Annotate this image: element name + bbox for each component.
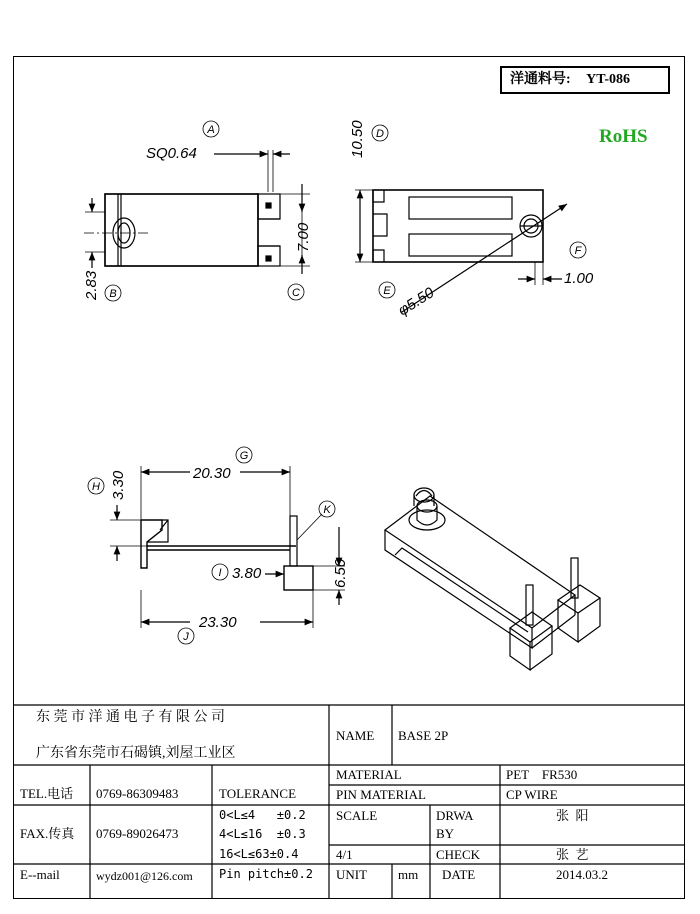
scale-value: 4/1 — [336, 847, 353, 862]
date-label: DATE — [442, 867, 476, 882]
dim-3-80: 3.80 — [232, 565, 262, 582]
company-address: 广东省东莞市石碣镇,刘屋工业区 — [36, 746, 236, 761]
unit-value: mm — [398, 867, 419, 882]
pin-material-value: CP WIRE — [506, 787, 558, 802]
dim-7-00: 7.00 — [295, 222, 312, 252]
tel-label: TEL.电话 — [20, 786, 74, 801]
part-number: YT-086 — [586, 72, 630, 87]
dim-phi-5-50: φ5.50 — [395, 284, 438, 320]
pin-material-label: PIN MATERIAL — [336, 787, 426, 802]
tolerance-row-2: 4<L≤16 ±0.3 — [219, 827, 306, 841]
dim-20-30: 20.30 — [193, 465, 231, 482]
checker-name: 张 艺 — [556, 847, 589, 862]
top-view — [84, 150, 310, 274]
material-label: MATERIAL — [336, 767, 402, 782]
marker-g: G — [239, 450, 249, 462]
isometric-view — [385, 488, 600, 670]
dim-23-30: 23.30 — [199, 614, 237, 631]
tolerance-row-4: Pin pitch±0.2 — [219, 867, 313, 881]
marker-h: H — [92, 481, 100, 493]
dim-2-83: 2.83 — [83, 270, 100, 300]
marker-c: C — [292, 287, 300, 299]
tel-value: 0769-86309483 — [96, 786, 179, 801]
marker-b: B — [109, 288, 117, 300]
scale-label: SCALE — [336, 808, 378, 823]
rohs-mark: RoHS — [599, 126, 648, 147]
part-number-label: 洋通料号: — [510, 72, 571, 87]
company-name: 东 莞 市 洋 通 电 子 有 限 公 司 — [36, 710, 225, 725]
dim-10-50: 10.50 — [349, 120, 366, 158]
tolerance-row-3: 16<L≤63±0.4 — [219, 847, 299, 861]
material-value: PET FR530 — [506, 767, 578, 782]
dim-sq: SQ0.64 — [146, 145, 197, 162]
email-value: wydz001@126.com — [96, 869, 193, 883]
marker-i: I — [218, 567, 222, 579]
fax-value: 0769-89026473 — [96, 826, 179, 841]
front-view — [110, 466, 345, 628]
check-label: CHECK — [436, 847, 481, 862]
email-label: E--mail — [20, 867, 60, 882]
by-label: BY — [436, 826, 455, 841]
marker-k: K — [323, 504, 331, 516]
drwa-label: DRWA — [436, 808, 474, 823]
name-label: NAME — [336, 728, 375, 743]
drawer-name: 张 阳 — [556, 808, 589, 823]
name-value: BASE 2P — [398, 728, 449, 743]
date-value: 2014.03.2 — [556, 867, 608, 882]
tolerance-label: TOLERANCE — [219, 786, 297, 801]
marker-d: D — [376, 128, 384, 140]
dim-1-00: 1.00 — [564, 270, 594, 287]
marker-e: E — [383, 285, 391, 297]
dim-6-50: 6.50 — [332, 558, 349, 588]
dim-3-30: 3.30 — [110, 470, 127, 500]
unit-label: UNIT — [336, 867, 368, 882]
fax-label: FAX.传真 — [20, 826, 75, 841]
marker-j: J — [183, 631, 189, 643]
marker-a: A — [207, 124, 215, 136]
marker-f: F — [574, 245, 582, 257]
tolerance-row-1: 0<L≤4 ±0.2 — [219, 808, 306, 822]
